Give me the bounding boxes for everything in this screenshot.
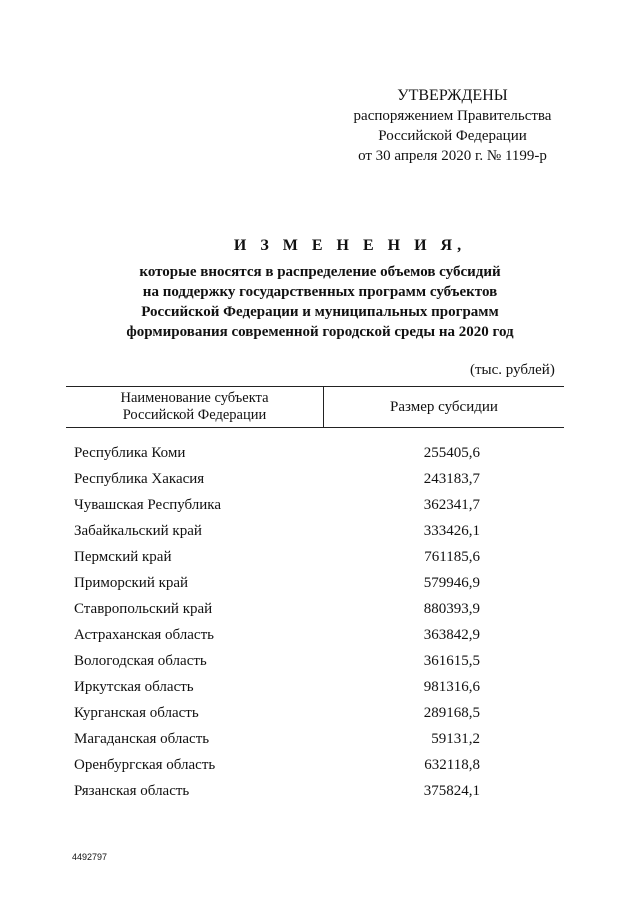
region-name: Астраханская область	[74, 626, 214, 643]
table-row	[66, 622, 564, 648]
approval-line-2: Российской Федерации	[378, 128, 527, 144]
region-name: Магаданская область	[74, 730, 210, 747]
region-name: Забайкальский край	[74, 522, 202, 539]
subsidy-value: 363842,9	[423, 626, 480, 643]
subsidy-table	[66, 386, 564, 804]
subsidy-value: 632118,8	[424, 756, 480, 773]
table-row	[66, 492, 564, 518]
subsidy-value: 375824,1	[423, 782, 480, 799]
region-name: Приморский край	[74, 574, 189, 591]
subtitle-line-1: которые вносятся в распределение объемов субсидий	[139, 264, 501, 280]
approval-line-1: распоряжением Правительства	[353, 108, 552, 124]
region-name: Пермский край	[74, 548, 172, 565]
region-name: Ставропольский край	[74, 600, 213, 617]
region-name: Республика Коми	[74, 444, 186, 461]
header-subsidy: Размер субсидии	[390, 399, 498, 415]
subsidy-value: 361615,5	[423, 652, 480, 669]
subsidy-value: 761185,6	[424, 548, 480, 565]
subsidy-value: 243183,7	[423, 470, 480, 487]
region-name: Республика Хакасия	[74, 470, 205, 487]
table-row	[66, 518, 564, 544]
table-row	[66, 544, 564, 570]
region-name: Курганская область	[74, 704, 199, 721]
table-row	[66, 778, 564, 804]
table-row	[66, 674, 564, 700]
subtitle-line-3: Российской Федерации и муниципальных программ	[141, 304, 499, 320]
subtitle-line-2: на поддержку государственных программ субъектов	[142, 284, 498, 300]
approval-line-3: от 30 апреля 2020 г. № 1199-р	[358, 148, 547, 164]
table-row	[66, 726, 564, 752]
region-name: Иркутская область	[74, 678, 194, 695]
approval-block	[330, 86, 575, 166]
table-row	[66, 700, 564, 726]
header-region	[66, 387, 324, 427]
document-subtitle	[0, 262, 640, 342]
header-region-line-2: Российской Федерации	[122, 407, 267, 423]
title-main: И З М Е Н Е Н И Я,	[233, 237, 467, 254]
subsidy-value: 981316,6	[423, 678, 480, 695]
document-title	[30, 236, 640, 256]
region-name: Вологодская область	[74, 652, 207, 669]
table-row	[66, 596, 564, 622]
units-label: (тыс. рублей)	[470, 362, 555, 378]
approval-heading: УТВЕРЖДЕНЫ	[397, 87, 508, 104]
subsidy-value: 255405,6	[423, 444, 480, 461]
document-number: 4492797	[72, 852, 108, 862]
table-row	[66, 466, 564, 492]
header-region-line-1: Наименование субъекта	[120, 390, 269, 406]
region-name: Чувашская Республика	[74, 496, 222, 513]
table-row	[66, 648, 564, 674]
subsidy-value: 333426,1	[423, 522, 480, 539]
subsidy-value: 362341,7	[423, 496, 480, 513]
subsidy-value: 579946,9	[423, 574, 480, 591]
subtitle-line-4: формирования современной городской среды на 2020 год	[126, 324, 514, 340]
table-body	[66, 440, 564, 804]
table-header	[66, 386, 564, 428]
table-row	[66, 570, 564, 596]
subsidy-value: 880393,9	[423, 600, 480, 617]
table-row	[66, 440, 564, 466]
subsidy-value: 59131,2	[431, 730, 480, 747]
table-row	[66, 752, 564, 778]
subsidy-value: 289168,5	[423, 704, 480, 721]
region-name: Оренбургская область	[74, 756, 216, 773]
region-name: Рязанская область	[74, 782, 190, 799]
